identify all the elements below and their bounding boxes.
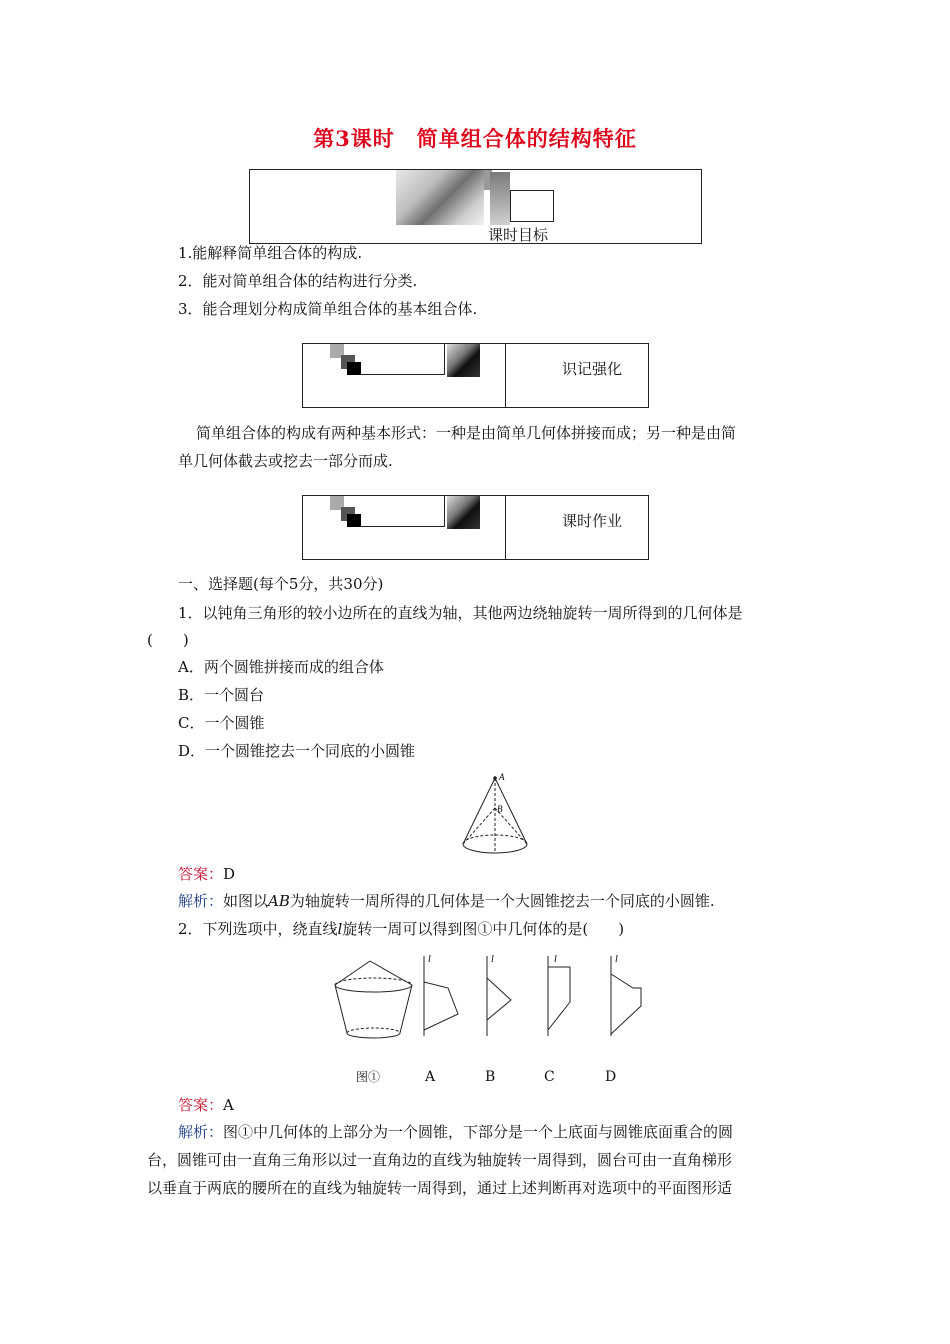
figure-caption: 图① [356,1070,381,1084]
point-label-b: B [497,804,503,814]
objective-item: 2．能对简单组合体的结构进行分类. [178,272,418,290]
pixel-decoration [347,362,361,375]
answer-value: A [223,1096,234,1114]
banner-label-memorize: 识记强化 [562,360,623,378]
question-text: 2．下列选项中，绕直线 [178,920,338,938]
explanation-line [178,891,715,911]
banner-inner-line [444,496,445,527]
banner-label-objectives: 课时目标 [488,226,549,244]
axis-label: l [554,954,557,965]
option-c-figure [542,952,592,1042]
option-a-figure [418,952,468,1042]
answer-label: 答案： [178,1096,224,1114]
explanation-text: 图①中几何体的上部分为一个圆锥，下部分是一个上底面与圆锥底面重合的圆 [223,1123,734,1141]
banner-decoration-bar [490,172,510,225]
answer-line [178,864,235,884]
section-heading: 一、选择题(每个5分，共30分) [178,575,384,593]
explanation-line [178,1118,733,1146]
answer-label: 答案： [178,865,224,883]
question-text: 旋转一周可以得到图①中几何体的是( ) [342,920,625,938]
option-label-b: B [485,1069,496,1085]
option-label-c: C [544,1069,555,1085]
option-label-a: A [425,1069,436,1085]
summary-line: 简单组合体的构成有两种基本形式：一种是由简单几何体拼接而成；另一种是由简 [196,424,737,442]
banner-inner-line [444,344,445,375]
question-stem: 1．以钝角三角形的较小边所在的直线为轴，其他两边绕轴旋转一周所得到的几何体是 [178,604,743,622]
axis-label: l [615,954,618,965]
question-stem [178,919,624,939]
answer-value: D [223,865,236,883]
question-stem: ( ) [147,631,189,649]
explanation-axis: AB [268,892,290,910]
option-d-figure [605,952,655,1042]
banner-divider [505,495,506,559]
axis-label: l [428,954,431,965]
explanation-label: 解析： [178,1123,224,1141]
summary-line: 单几何体截去或挖去一部分而成. [178,452,393,470]
option-label-d: D [605,1069,617,1085]
banner-inner-line [361,374,445,375]
objective-item: 1.能解释简单组合体的构成. [178,244,363,262]
page-title: 第3课时 简单组合体的结构特征 [313,126,637,151]
banner-divider [505,343,506,407]
banner-decoration [396,170,484,225]
slash-decoration [447,496,480,529]
option-b-figure [481,952,531,1042]
pixel-decoration [347,514,361,527]
axis-label: l [491,954,494,965]
answer-line [178,1095,234,1115]
figure-1-frustum-cone [330,955,425,1043]
objective-item: 3．能合理划分构成简单组合体的基本组合体. [178,300,478,318]
explanation-text: 如图以 [223,892,269,910]
slash-decoration [447,344,480,377]
explanation-label: 解析： [178,892,224,910]
cone-figure [455,770,535,862]
option-a: A．两个圆锥拼接而成的组合体 [178,658,384,676]
explanation-line: 以垂直于两底的腰所在的直线为轴旋转一周得到，通过上述判断再对选项中的平面图形适 [147,1179,733,1197]
option-d: D．一个圆锥挖去一个同底的小圆锥 [178,742,416,760]
explanation-line: 台，圆锥可由一直角三角形以过一直角边的直线为轴旋转一周得到，圆台可由一直角梯形 [147,1151,733,1169]
banner-decoration-frame [510,190,554,222]
banner-label-homework: 课时作业 [562,512,623,530]
option-c: C．一个圆锥 [178,714,265,732]
banner-inner-line [361,526,445,527]
option-b: B．一个圆台 [178,686,265,704]
axis-symbol: l [337,920,343,938]
explanation-text: 为轴旋转一周所得的几何体是一个大圆锥挖去一个同底的小圆锥. [289,892,715,910]
point-label-a: A [499,772,505,782]
